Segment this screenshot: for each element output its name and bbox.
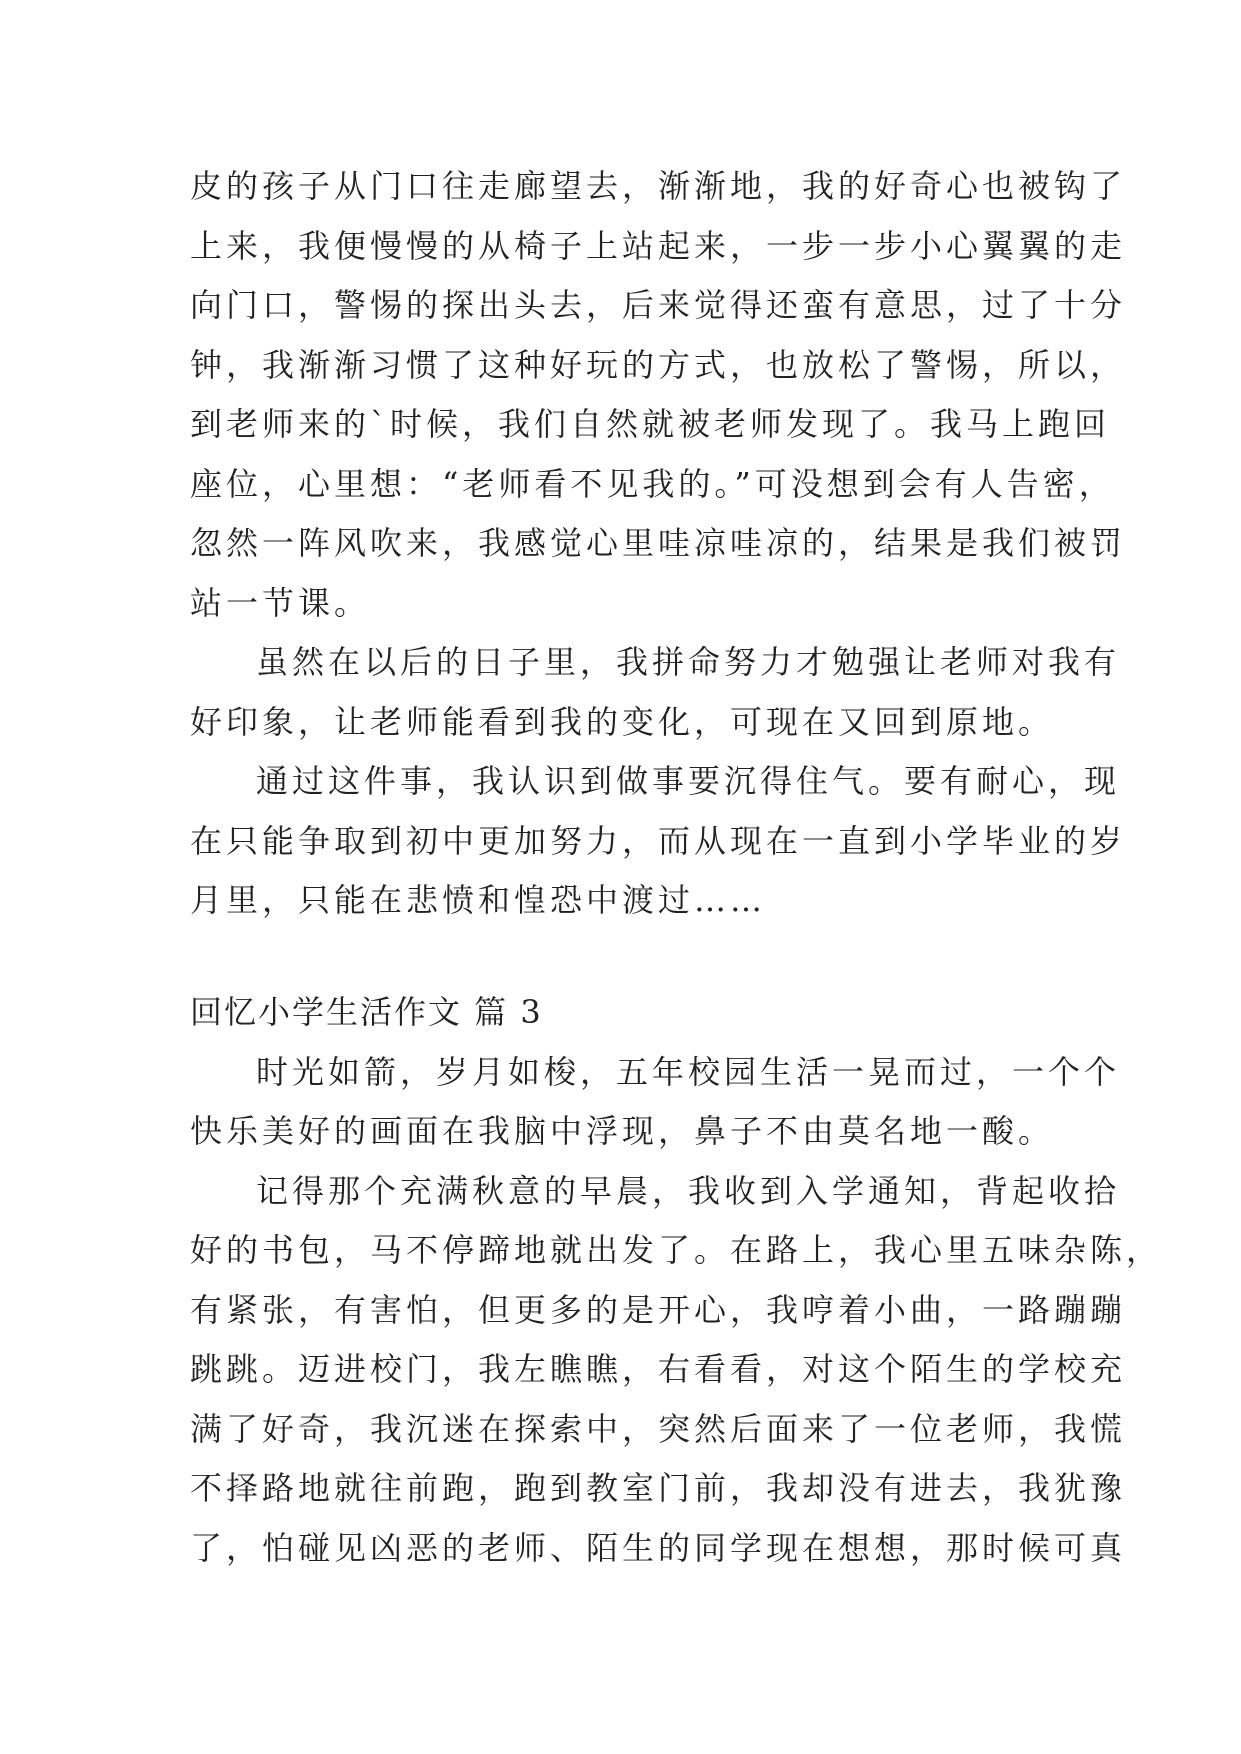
text-line: 月里，只能在悲愤和惶恐中渡过…… <box>190 881 767 919</box>
text-line: 在只能争取到初中更加努力，而从现在一直到小学毕业的岁 <box>190 821 1127 860</box>
text-line: 好的书包，马不停蹄地就出发了。在路上，我心里五味杂陈， <box>190 1231 1163 1269</box>
text-line: 不择路地就往前跑，跑到教室门前，我却没有进去，我犹豫 <box>190 1469 1127 1507</box>
text-line: 快乐美好的画面在我脑中浮现，鼻子不由莫名地一酸。 <box>190 1112 1055 1150</box>
text-line: 皮的孩子从门口往走廊望去，渐渐地，我的好奇心也被钩了 <box>190 167 1127 205</box>
text-line: 站一节课。 <box>190 583 371 622</box>
text-line: 好印象，让老师能看到我的变化，可现在又回到原地。 <box>190 702 1055 741</box>
text-line: 跳跳。迈进校门，我左瞧瞧，右看看，对这个陌生的学校充 <box>190 1350 1127 1388</box>
text-line: 有紧张，有害怕，但更多的是开心，我哼着小曲，一路蹦蹦 <box>190 1290 1127 1329</box>
section-title: 回忆小学生活作文 篇 3 <box>190 993 543 1031</box>
text-line: 满了好奇，我沉迷在探索中，突然后面来了一位老师，我慌 <box>190 1409 1127 1448</box>
paragraph-first-line: 虽然在以后的日子里，我拼命努力才勉强让老师对我有 <box>256 643 1121 681</box>
text-line: 了，怕碰见凶恶的老师、陌生的同学现在想想，那时候可真 <box>190 1528 1127 1567</box>
text-line: 座位，心里想：“老师看不见我的。”可没想到会有人告密， <box>190 464 1115 503</box>
text-line: 忽然一阵风吹来，我感觉心里哇凉哇凉的，结果是我们被罚 <box>190 524 1127 562</box>
text-line: 向门口，警惕的探出头去，后来觉得还蛮有意思，过了十分 <box>190 286 1127 324</box>
paragraph-first-line: 通过这件事，我认识到做事要沉得住气。要有耐心，现 <box>256 762 1121 800</box>
paragraph-first-line: 记得那个充满秋意的早晨，我收到入学通知，背起收拾 <box>256 1171 1121 1210</box>
paragraph-first-line: 时光如箭，岁月如梭，五年校园生活一晃而过，一个个 <box>256 1052 1121 1091</box>
essay-section-3 <box>190 983 1163 1578</box>
text-line: 上来，我便慢慢的从椅子上站起来，一步一步小心翼翼的走 <box>190 226 1127 265</box>
text-line: 钟，我渐渐习惯了这种好玩的方式，也放松了警惕，所以， <box>190 345 1127 384</box>
text-line: 到老师来的`时候，我们自然就被老师发现了。我马上跑回 <box>190 405 1111 443</box>
essay-text-block-1 <box>190 157 1127 931</box>
